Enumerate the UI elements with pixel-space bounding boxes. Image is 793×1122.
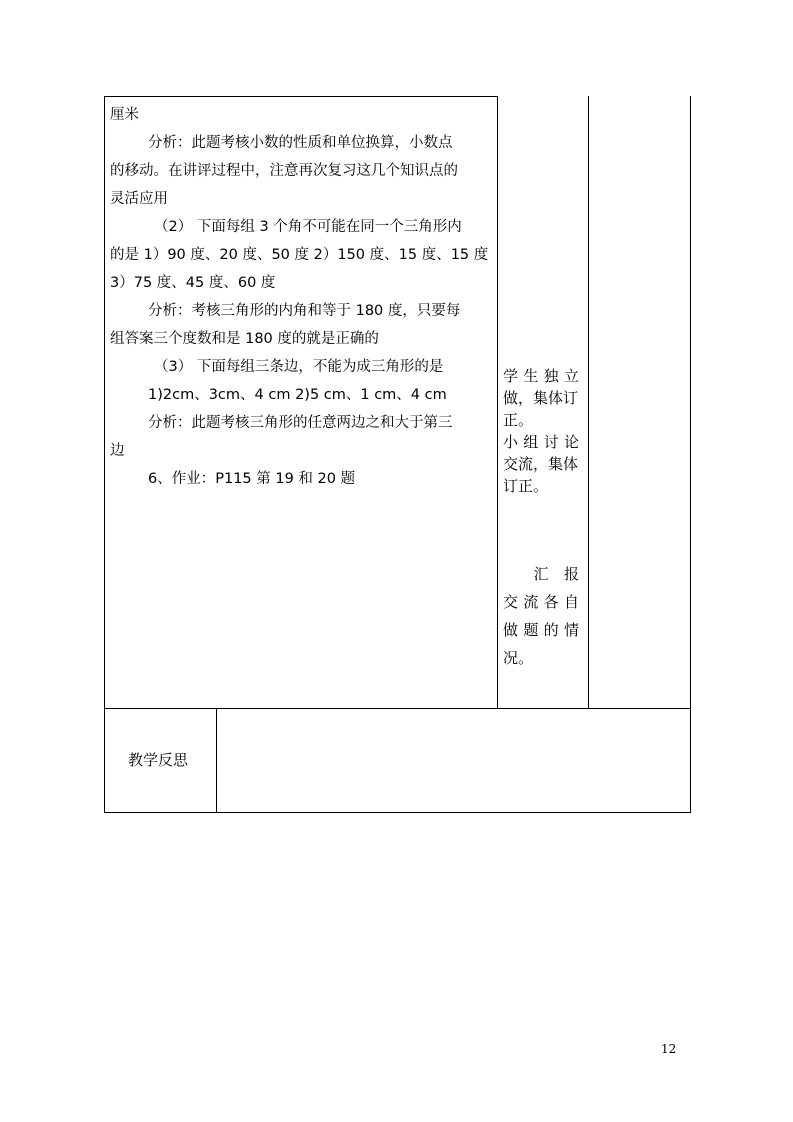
col-divider-1 — [497, 96, 498, 708]
student-activity-line — [503, 365, 579, 387]
row-divider — [104, 708, 691, 709]
activity-char: 学 — [503, 367, 519, 385]
activity-char: 流 — [523, 593, 539, 611]
student-activity-line: 况。 — [503, 649, 534, 667]
student-activity-line: 做，集体订 — [503, 389, 579, 407]
process-line: 3）75 度、45 度、60 度 — [110, 275, 276, 291]
student-activity-line — [503, 431, 579, 453]
student-activity-block-2 — [503, 560, 583, 672]
activity-char: 做 — [503, 621, 519, 639]
table-bottom-border — [104, 812, 691, 813]
table-right-border — [690, 96, 691, 813]
process-line: 的移动。在讲评过程中，注意再次复习这几个知识点的 — [110, 163, 458, 179]
process-line: 厘米 — [110, 107, 139, 123]
process-line: 分析：考核三角形的内角和等于 180 度，只要每 — [148, 303, 461, 319]
activity-char: 交 — [503, 593, 519, 611]
process-line: 6、作业：P115 第 19 和 20 题 — [148, 471, 356, 487]
activity-char: 生 — [523, 367, 539, 385]
col-divider-2 — [588, 96, 589, 708]
process-line: 分析：此题考核小数的性质和单位换算，小数点 — [148, 135, 453, 151]
activity-char: 各 — [543, 593, 559, 611]
activity-char: 讨 — [543, 433, 559, 451]
activity-char: 论 — [563, 433, 579, 451]
process-line: （2） 下面每组 3 个角不可能在同一个三角形内 — [154, 219, 462, 235]
process-line: 1)2cm、3cm、4 cm 2)5 cm、1 cm、4 cm — [148, 387, 447, 403]
activity-char: 独 — [543, 367, 559, 385]
activity-char: 小 — [503, 433, 519, 451]
student-activity-line: 正。 — [503, 411, 534, 429]
student-activity-line: 交流，集体 — [503, 455, 579, 473]
reflection-label: 教学反思 — [128, 751, 189, 769]
reflection-label-divider — [216, 708, 217, 813]
process-line: 分析：此题考核三角形的任意两边之和大于第三 — [148, 415, 453, 431]
activity-char: 情 — [563, 621, 579, 639]
process-line: 的是 1）90 度、20 度、50 度 2）150 度、15 度、15 度 — [110, 247, 489, 263]
student-activity-line — [503, 588, 579, 616]
student-activity-line — [503, 616, 579, 644]
activity-char: 汇 — [533, 565, 549, 583]
activity-char: 报 — [563, 565, 579, 583]
process-line: 组答案三个度数和是 180 度的就是正确的 — [110, 331, 379, 347]
page-number: 12 — [661, 1042, 677, 1056]
student-activity-line — [503, 560, 579, 588]
student-activity-line: 订正。 — [503, 477, 549, 495]
activity-char: 组 — [523, 433, 539, 451]
student-activity-block-1 — [503, 365, 583, 497]
process-line: 边 — [110, 443, 125, 459]
teaching-process-cell — [110, 101, 492, 493]
activity-char: 的 — [543, 621, 559, 639]
process-line: 灵活应用 — [110, 191, 168, 207]
activity-char: 自 — [563, 593, 579, 611]
table-top-border — [104, 96, 498, 97]
table-left-border — [104, 96, 105, 813]
activity-char: 立 — [563, 367, 579, 385]
process-line: （3） 下面每组三条边，不能为成三角形的是 — [154, 359, 444, 375]
activity-char: 题 — [523, 621, 539, 639]
